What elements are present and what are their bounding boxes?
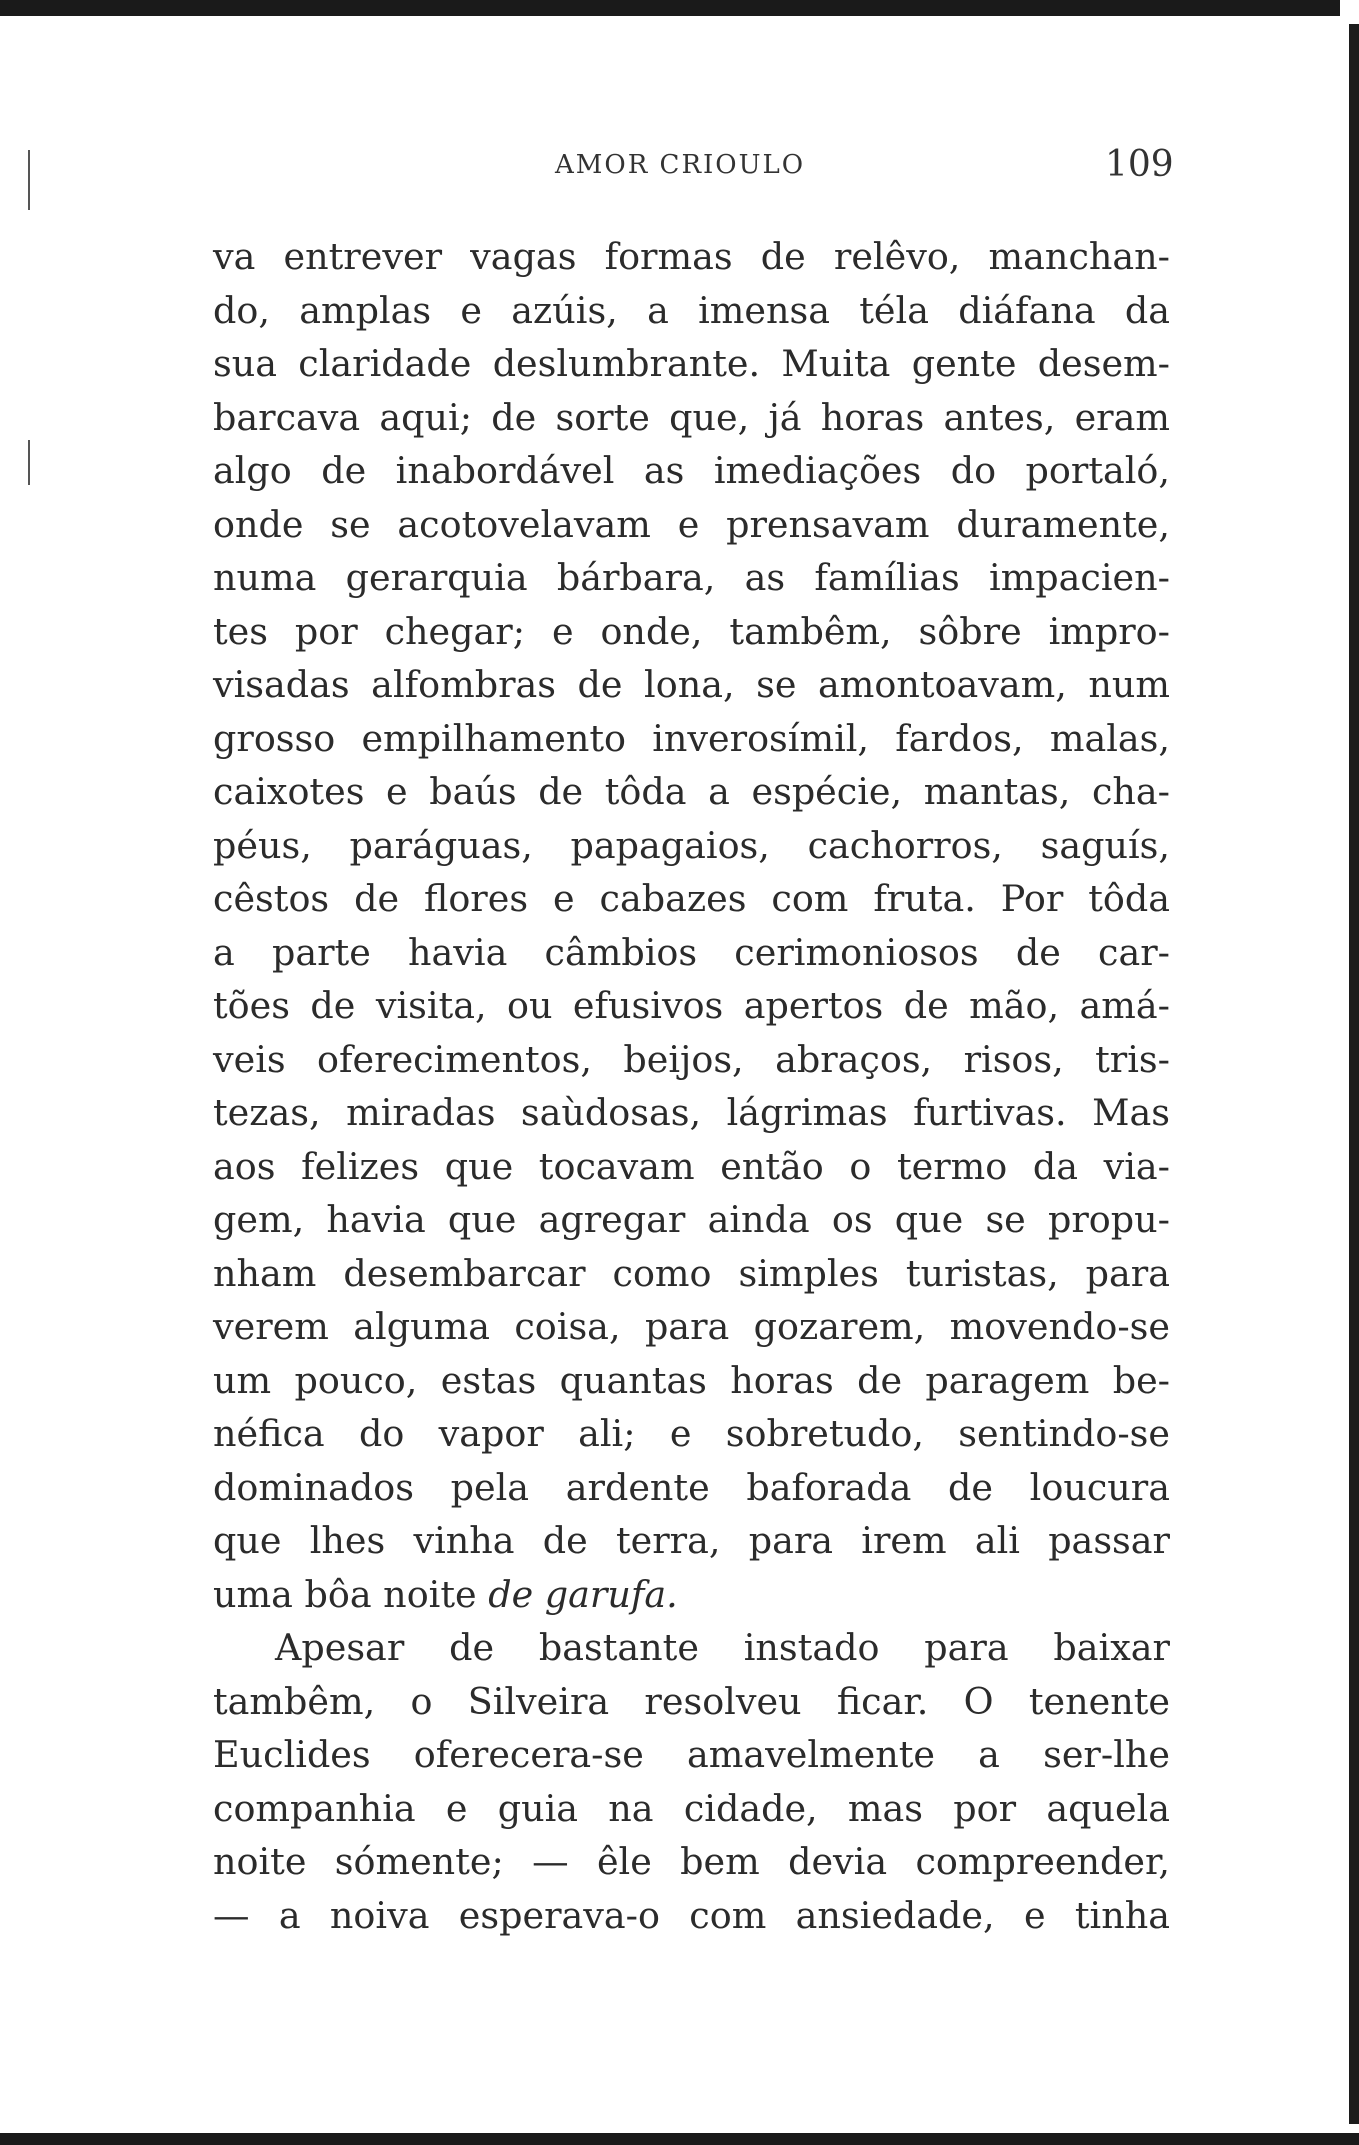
- text-line: sua claridade deslumbrante. Muita gente desem-: [213, 342, 1170, 385]
- text-line: dominados pela ardente baforada de loucura: [213, 1465, 1170, 1509]
- last-line-italic: de garufa.: [488, 1572, 678, 1616]
- text-line: nham desembarcar como simples turistas, para: [213, 1251, 1170, 1295]
- text-line: tões de visita, ou efusivos apertos de mão, amá-: [213, 984, 1170, 1027]
- last-line-prefix: uma bôa noite: [213, 1572, 477, 1616]
- text-line: péus, paráguas, papagaios, cachorros, saguís,: [213, 823, 1170, 867]
- text-line-last: [213, 1568, 1170, 1622]
- scan-margin-mark: [28, 440, 30, 485]
- text-line: Euclides oferecera-se amavelmente a ser-lhe: [213, 1733, 1170, 1776]
- text-line: que lhes vinha de terra, para irem ali passar: [213, 1519, 1170, 1562]
- page-number: 109: [1105, 144, 1174, 185]
- text-line: grosso empilhamento inverosímil, fardos, malas,: [213, 716, 1170, 760]
- text-line: algo de inabordável as imediações do portaló,: [213, 449, 1170, 492]
- text-line: tes por chegar; e onde, tambêm, sôbre impro-: [213, 609, 1170, 653]
- text-line: va entrever vagas formas de relêvo, manchan-: [213, 235, 1170, 278]
- scan-right-border: [1349, 24, 1359, 2124]
- text-line: numa gerarquia bárbara, as famílias impacien-: [213, 556, 1170, 599]
- text-line: verem alguma coisa, para gozarem, movendo-se: [213, 1305, 1170, 1348]
- text-line: tambêm, o Silveira resolveu ficar. O tenente: [213, 1679, 1170, 1723]
- text-line: um pouco, estas quantas horas de paragem be-: [213, 1358, 1170, 1402]
- text-line: — a noiva esperava-o com ansiedade, e tinha: [213, 1893, 1170, 1937]
- text-line: companhia e guia na cidade, mas por aquela: [213, 1786, 1170, 1830]
- scan-bottom-border: [0, 2133, 1359, 2145]
- scan-top-border: [0, 0, 1340, 16]
- text-line: Apesar de bastante instado para baixar: [275, 1626, 1170, 1669]
- text-line: tezas, miradas saùdosas, lágrimas furtivas. Mas: [213, 1091, 1170, 1134]
- text-line: a parte havia câmbios cerimoniosos de car-: [213, 930, 1170, 974]
- text-line: barcava aqui; de sorte que, já horas antes, eram: [213, 395, 1170, 439]
- text-line: visadas alfombras de lona, se amontoavam, num: [213, 663, 1170, 706]
- text-line: do, amplas e azúis, a imensa téla diáfana da: [213, 288, 1170, 332]
- text-line: cêstos de flores e cabazes com fruta. Por tôda: [213, 877, 1170, 920]
- text-line: veis oferecimentos, beijos, abraços, risos, tris-: [213, 1037, 1170, 1081]
- text-line: onde se acotovelavam e prensavam duramente,: [213, 502, 1170, 546]
- text-line: aos felizes que tocavam então o termo da via-: [213, 1144, 1170, 1188]
- text-block: [213, 230, 1170, 1942]
- header-title: AMOR CRIOULO: [555, 150, 806, 180]
- text-line: noite sómente; — êle bem devia compreender,: [213, 1840, 1170, 1883]
- running-head: [0, 144, 1359, 194]
- text-line: caixotes e baús de tôda a espécie, mantas, cha-: [213, 770, 1170, 813]
- text-line: néfica do vapor ali; e sobretudo, sentindo-se: [213, 1412, 1170, 1455]
- text-line: gem, havia que agregar ainda os que se propu-: [213, 1198, 1170, 1241]
- paragraph-2: [213, 1621, 1170, 1942]
- paragraph-1: [213, 230, 1170, 1621]
